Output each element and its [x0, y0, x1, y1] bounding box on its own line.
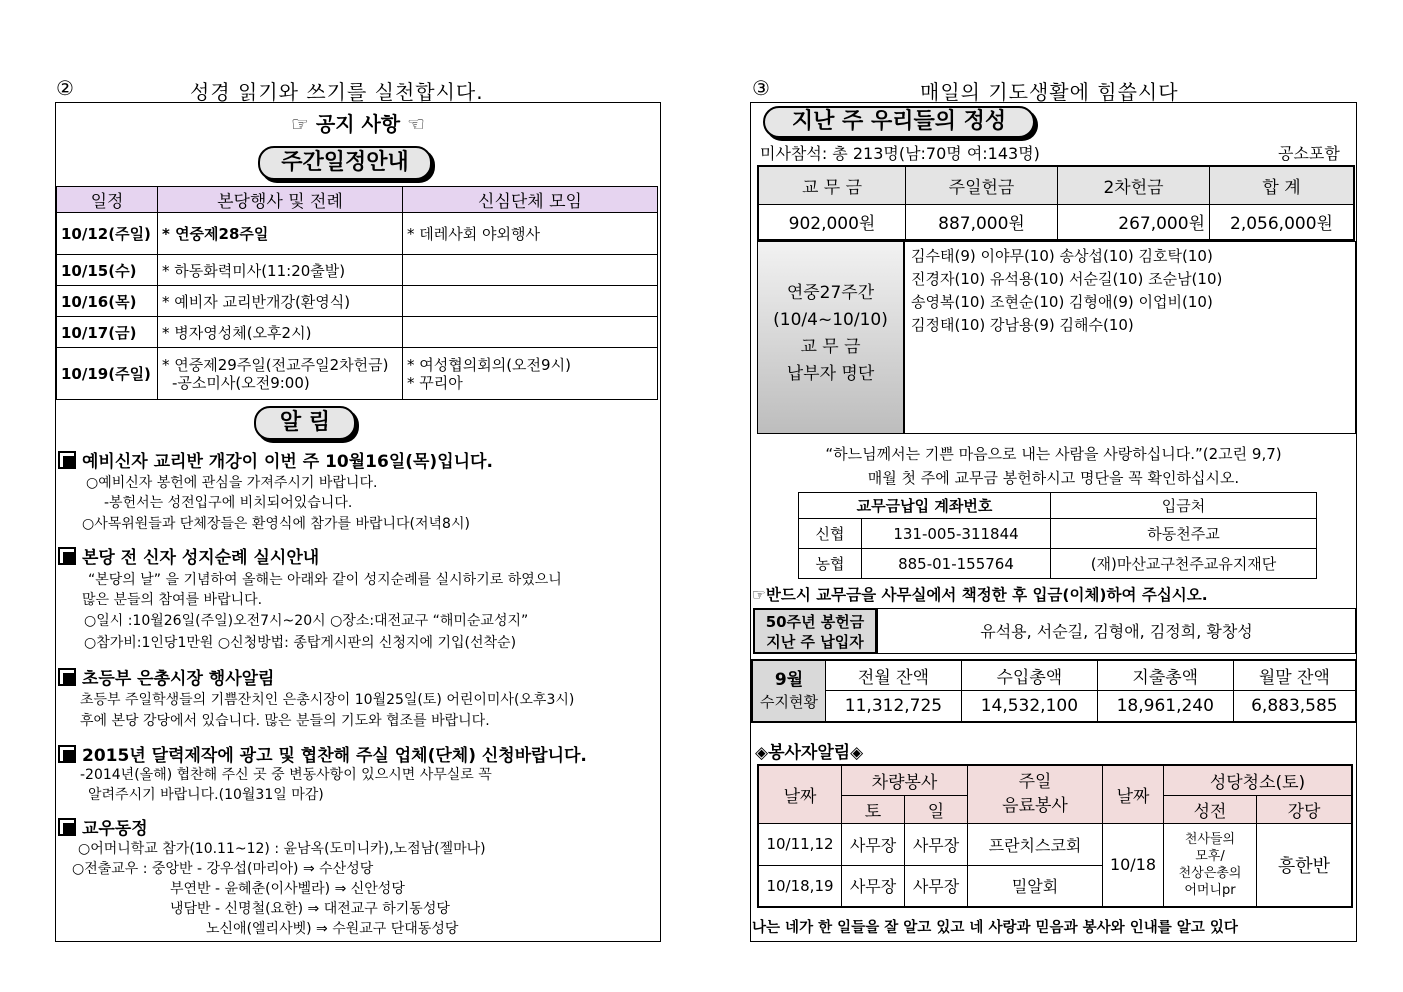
section-title: 본당 전 신자 성지순례 실시안내	[82, 548, 320, 568]
right-page-number: ③	[752, 76, 770, 100]
schedule-date: 10/16(목)	[57, 286, 158, 317]
section-heading	[58, 447, 493, 472]
finance-value: 11,312,725	[826, 690, 962, 722]
attendance: 미사참석: 총 213명(남:70명 여:143명)	[760, 144, 1040, 163]
service-header: 차량봉사	[842, 765, 968, 795]
finance-label	[752, 660, 826, 722]
account-header: 교무금납입 계좌번호	[799, 493, 1051, 519]
schedule-date: 10/12(주일)	[57, 213, 158, 255]
square-bullet-icon	[58, 818, 76, 836]
clean-sanctuary-line: 천사들의	[1184, 831, 1236, 847]
schedule-event-line: -공소미사(오전9:00)	[172, 373, 310, 392]
left-page-header: 성경 읽기와 쓰기를 실천합시다.	[190, 80, 484, 104]
offering-value: 267,000원	[1058, 204, 1210, 240]
finance-header: 수입총액	[961, 660, 1097, 690]
square-bullet-icon	[58, 745, 76, 763]
schedule-event	[158, 348, 403, 400]
text-line: 냉담반 - 신명철(요한) ⇒ 대전교구 하기동성당	[170, 901, 450, 917]
text-line: -봉헌서는 성전입구에 비치되어있습니다.	[104, 495, 353, 511]
text-line: 초등부 주일학생들의 기쁨잔치인 은총시장이 10월25일(토) 어린이미사(오후3시)	[80, 692, 575, 708]
donor-kind: 교 무 금	[800, 337, 861, 357]
text-line: 노신애(엘리사벳) ⇒ 수원교구 단대동성당	[206, 921, 459, 937]
section-title: 2015년 달력제작에 광고 및 협찬해 주실 업체(단체) 신청바랍니다.	[82, 746, 587, 766]
text-line: ○사목위원들과 단체장들은 환영식에 참가를 바랍니다(저녁8시)	[82, 516, 470, 532]
schedule-date: 10/17(금)	[57, 317, 158, 348]
account-table	[798, 492, 1317, 579]
offering-header: 주일헌금	[906, 166, 1058, 204]
text-line: ○일시 :10월26일(주일)오전7시~20시 ○장소:대전교구 “해미순교성지”	[84, 613, 529, 629]
donor-range: (10/4~10/10)	[773, 310, 888, 330]
schedule-group	[403, 255, 658, 286]
schedule-group-line: * 꾸리아	[407, 373, 463, 392]
finance-header: 월말 잔액	[1233, 660, 1356, 690]
text-line: ○어머니학교 참가(10.11~12) : 윤남옥(도미니카),노점남(젤마나)	[78, 841, 486, 857]
notice-title: ☞ 공지 사항 ☜	[290, 112, 426, 136]
service-drink: 밀알회	[968, 865, 1103, 907]
schedule-event: * 예비자 교리반개강(환영식)	[158, 286, 403, 317]
clean-date: 10/18	[1103, 823, 1164, 907]
finance-value: 6,883,585	[1233, 690, 1356, 722]
text-line: -2014년(올해) 협찬해 주신 곳 중 변동사항이 있으시면 사무실로 꼭	[80, 767, 492, 783]
clean-sanctuary-line: 천상은총의	[1178, 865, 1242, 881]
square-bullet-icon	[58, 547, 76, 565]
donor-line: 김정태(10) 강남용(9) 김해수(10)	[911, 316, 1134, 334]
service-sun: 사무장	[905, 823, 968, 865]
offering-header: 교 무 금	[758, 166, 906, 204]
service-header: 성전	[1164, 795, 1257, 823]
section-heading	[58, 543, 319, 568]
section-heading	[58, 814, 148, 839]
account-holder: 하동천주교	[1051, 519, 1317, 549]
service-header: 강당	[1257, 795, 1353, 823]
service-date: 10/11,12	[758, 823, 842, 865]
schedule-group	[403, 286, 658, 317]
text-line: “본당의 날” 을 기념하여 올해는 아래와 같이 성지순례를 실시하기로 하였으니	[88, 572, 562, 588]
finance-table	[751, 659, 1357, 723]
anniversary-label-line: 지난 주 납입자	[766, 633, 864, 651]
service-header: 날짜	[1103, 765, 1164, 823]
clean-sanctuary	[1164, 823, 1257, 907]
schedule-header-group: 신심단체 모임	[403, 187, 658, 213]
text-line: ○참가비:1인당1만원 ○신청방법: 종탑게시판의 신청지에 기입(선착순)	[84, 635, 517, 651]
finance-label-text: 수지현황	[760, 693, 818, 711]
schedule-date: 10/19(주일)	[57, 348, 158, 400]
clean-hall: 흥한반	[1257, 823, 1353, 907]
text-line: 많은 분들의 참여를 바랍니다.	[82, 592, 263, 608]
donor-list-label: 납부자 명단	[786, 364, 875, 384]
schedule-date: 10/15(수)	[57, 255, 158, 286]
schedule-event: * 병자영성체(오후2시)	[158, 317, 403, 348]
right-page-header: 매일의 기도생활에 힘씁시다	[920, 80, 1179, 104]
anniversary-label	[753, 608, 877, 654]
service-header: 날짜	[758, 765, 842, 823]
section-title: 예비신자 교리반 개강이 이번 주 10월16일(목)입니다.	[82, 452, 493, 472]
service-table	[757, 764, 1353, 908]
quote-instruction: 매월 첫 주에 교무금 봉헌하시고 명단을 꼭 확인하십시오.	[867, 469, 1240, 487]
text-line: 후에 본당 강당에서 있습니다. 많은 분들의 기도와 협조를 바랍니다.	[80, 713, 490, 729]
finance-header: 지출총액	[1097, 660, 1233, 690]
finance-value: 18,961,240	[1097, 690, 1233, 722]
service-sun: 사무장	[905, 865, 968, 907]
account-bank: 농협	[799, 549, 862, 579]
square-bullet-icon	[58, 668, 76, 686]
service-sat: 사무장	[842, 823, 905, 865]
clean-sanctuary-line: 어머니pr	[1184, 882, 1236, 898]
schedule-header-event: 본당행사 및 전례	[158, 187, 403, 213]
schedule-table	[56, 186, 658, 400]
donor-period: 연중27주간	[786, 283, 875, 303]
service-header: 성당청소(토)	[1164, 765, 1353, 795]
text-line: 부연반 - 윤혜춘(이사벨라) ⇒ 신안성당	[170, 881, 405, 897]
account-holder: (재)마산교구천주교유지재단	[1051, 549, 1317, 579]
offering-table	[757, 165, 1355, 241]
offering-value: 2,056,000원	[1210, 204, 1355, 240]
footer-verse: 나는 네가 한 일들을 잘 알고 있고 네 사랑과 믿음과 봉사와 인내를 알고 있다	[752, 920, 1238, 936]
section-heading	[58, 741, 587, 766]
service-header-line: 주일	[1018, 772, 1052, 793]
service-header: 일	[905, 795, 968, 823]
donor-line: 진경자(10) 유석용(10) 서순길(10) 조순남(10)	[911, 270, 1223, 288]
service-header: 토	[842, 795, 905, 823]
clean-sanctuary-line: 모후/	[1195, 848, 1225, 864]
section-title: 교우동정	[82, 819, 148, 839]
donor-names	[904, 241, 1356, 434]
service-sat: 사무장	[842, 865, 905, 907]
text-line: 알려주시기 바랍니다.(10월31일 마감)	[88, 787, 324, 803]
service-drink: 프란치스코회	[968, 823, 1103, 865]
scripture-quote: “하느님께서는 기쁜 마음으로 내는 사람을 사랑하십니다.”(2고린 9,7)	[825, 445, 1282, 463]
schedule-title: 주간일정안내	[258, 146, 432, 180]
service-header-line: 음료봉사	[1002, 796, 1068, 817]
donor-line: 송영복(10) 조현순(10) 김형애(9) 이업비(10)	[911, 293, 1213, 311]
service-title: ◈봉사자알림◈	[755, 743, 864, 763]
finance-value: 14,532,100	[961, 690, 1097, 722]
service-date: 10/18,19	[758, 865, 842, 907]
section-heading	[58, 664, 274, 689]
offering-value: 902,000원	[758, 204, 906, 240]
anniversary-names: 유석용, 서순길, 김형애, 김정희, 황창성	[877, 608, 1356, 654]
square-bullet-icon	[58, 451, 76, 469]
schedule-group	[403, 348, 658, 400]
account-bank: 신협	[799, 519, 862, 549]
section-title: 초등부 은총시장 행사알림	[82, 669, 275, 689]
payment-warning: ☞반드시 교무금을 사무실에서 책정한 후 입금(이체)하여 주십시오.	[752, 586, 1208, 604]
account-number: 131-005-311844	[862, 519, 1051, 549]
account-header: 입금처	[1051, 493, 1317, 519]
text-line: ○예비신자 봉헌에 관심을 가져주시기 바랍니다.	[86, 475, 378, 491]
anniversary-label-line: 50주년 봉헌금	[765, 613, 865, 631]
donor-box-label	[757, 241, 904, 434]
attendance-note: 공소포함	[1278, 144, 1340, 163]
left-page-number: ②	[56, 76, 74, 100]
offering-title: 지난 주 우리들의 정성	[763, 106, 1035, 138]
offering-header: 합 계	[1210, 166, 1355, 204]
offering-header: 2차헌금	[1058, 166, 1210, 204]
service-header	[968, 765, 1103, 823]
donor-line: 김수태(9) 이야무(10) 송상섭(10) 김호탁(10)	[911, 247, 1213, 265]
schedule-event: * 하동화력미사(11:20출발)	[158, 255, 403, 286]
schedule-group	[403, 317, 658, 348]
finance-month: 9월	[774, 670, 804, 690]
schedule-event: * 연중제28주일	[158, 213, 403, 255]
account-number: 885-01-155764	[862, 549, 1051, 579]
finance-header: 전월 잔액	[826, 660, 962, 690]
schedule-event-line: * 연중제29주일(전교주일2차헌금)	[162, 355, 389, 374]
alert-title: 알 림	[254, 406, 356, 440]
schedule-header-date: 일정	[57, 187, 158, 213]
text-line: ○전출교우 : 중앙반 - 강우섭(마리아) ⇒ 수산성당	[72, 861, 374, 877]
offering-value: 887,000원	[906, 204, 1058, 240]
schedule-group: * 데레사회 야외행사	[403, 213, 658, 255]
schedule-group-line: * 여성협의회의(오전9시)	[407, 355, 571, 374]
